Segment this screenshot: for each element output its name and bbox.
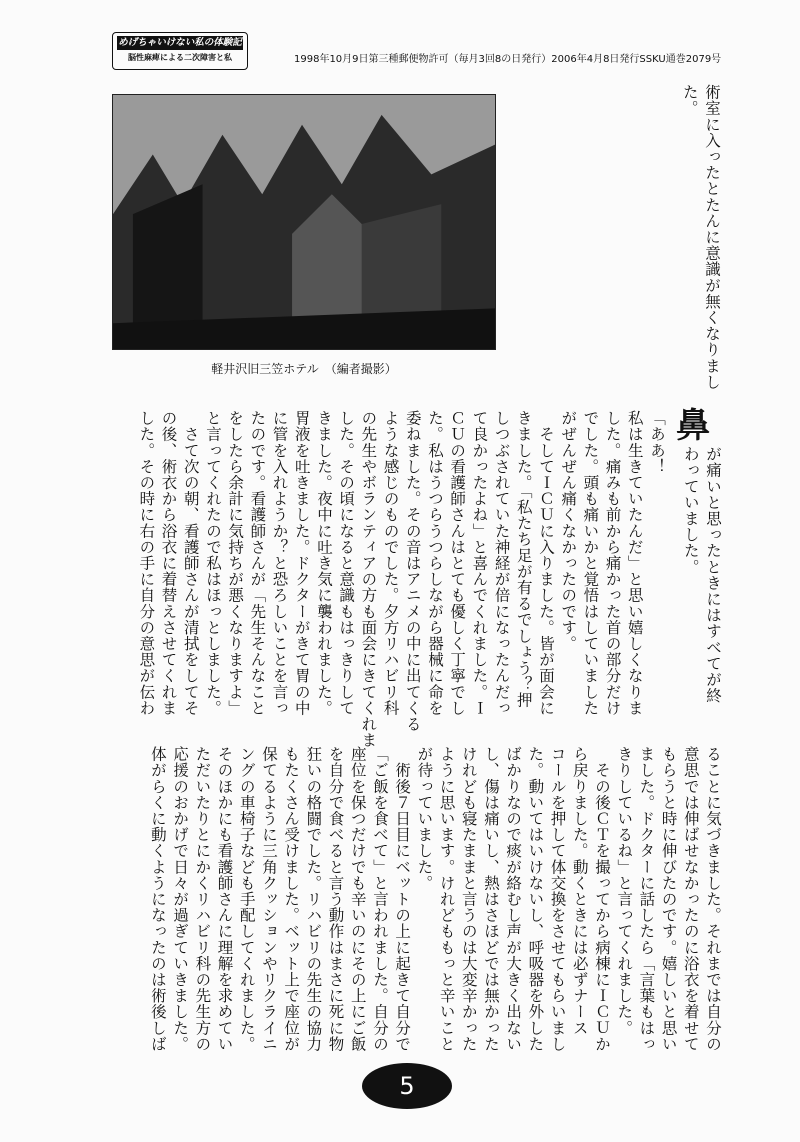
series-title: めげちゃいけない私の体験記 — [118, 37, 242, 48]
article-text-middle: 「ああ！ 私は生きていたんだ」と思い嬉しくなりま した。痛みも前から痛かった首の部分だけ でした。頭も痛いかと覚悟はしていました がぜんぜん痛くなかったのです。 そしてＩＣＵに入りました。皆が面会に きました。「私たち足が有るでしょう？押 しつぶされていた神経が倍になったんだっ て良かったよね」と喜んでくれました。Ｉ ＣＵの看護師さんはとても優しく丁寧でし た。私はうつらうつらしながら器械に命を 委ねました。その音はアニメの中に出てくる ような感じのものでした。夕方リハビリ科 の先生やボランティアの方も面会にきてくれま した。その頃になると意識もはっきりして きました。夜中に吐き気に襲われました。 胃液を吐きました。ドクターがきて胃の中 に管を入れようか？と恐ろしいことを言っ たのです。看護師さんが「先生そんなこと をしたら余計に気持ちが悪くなりますよ」 と言ってくれたので私はほっとしました。 さて次の朝、看護師さんが清拭をしてそ の後、術衣から浴衣に着替えさせてくれま した。その時に右の手に自分の意思が伝わ — [137, 410, 666, 749]
photo-caption: 軽井沢旧三笠ホテル （編者撮影） — [211, 362, 397, 376]
article-lead: が痛いと思ったときにはすべてが終 わっていました。 — [681, 446, 722, 704]
series-header — [112, 32, 248, 70]
page-number: 5 — [362, 1063, 452, 1109]
publication-info: 1998年10月9日第三種郵便物許可（毎月3回8の日発行）2006年4月8日発行SSKU通巻2079号 — [294, 54, 722, 65]
series-subtitle: 脳性麻痺による二次障害と私 — [128, 53, 232, 62]
article-text-bottom: ることに気づきました。それまでは自分の 意思では伸ばせなかったのに浴衣を着せて もらうと時に伸びたのです。嬉しいと思い ました。ドクターに話したら「言葉もはっ きりしているね」と言ってくれました。 その後ＣＴを撮ってから病棟にＩＣＵか ら戻りました。動くときには必ずナース コールを押して体交換をさせてもらいまし た。動いてはいけないし、呼吸器を外した ばかりなので痰が絡むし声が大きく出ない し、傷は痛いし、熱はさほどでは無かった けれども寝たままと言うのは大変辛かった ように思います。けれどももっと辛いこと が待っていました。 術後７日目にベットの上に起きて自分で 「ご飯を食べて」と言われました。自分の 座位を保つだけでも辛いのにその上にご飯 を自分で食べると言う動作はまさに死に物 狂いの格闘でした。リハビリの先生の協力 もたくさん受けました。ベット上で座位が 保てるように三角クッションやリクライニ ングの車椅子なども手配してくれました。 そのほかにも看護師さんに理解を求めてい ただいたりとにかくリハビリ科の先生方の 応援のおかげで日々が過ぎていきました。 体がらくに動くようになったのは術後しば — [148, 746, 722, 1052]
drop-cap: 鼻 — [676, 406, 710, 446]
hotel-photo — [112, 94, 496, 350]
article-text-top: 術室に入ったとたんに意識が無くなりまし た。 — [680, 84, 721, 390]
photo-image — [113, 95, 495, 349]
